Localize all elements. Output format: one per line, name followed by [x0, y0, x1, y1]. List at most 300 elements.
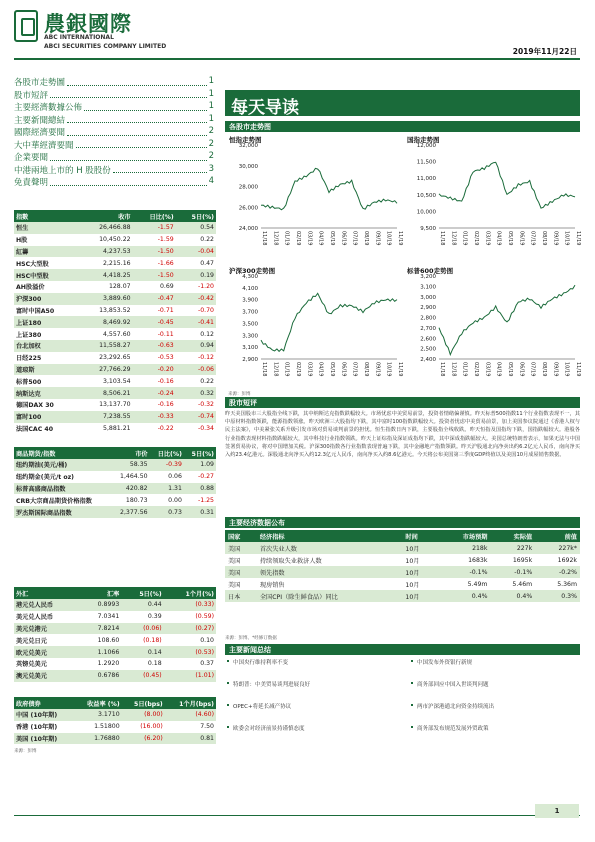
fx-row [14, 658, 216, 670]
table-cell: 0.00 [168, 496, 182, 504]
x-tick-label: 06/19 [340, 362, 347, 377]
x-tick-label: 01/19 [461, 231, 468, 246]
table-cell: (0.18) [143, 636, 162, 644]
toc-leader [50, 89, 207, 99]
column-header: 1个月(%) [164, 587, 216, 599]
y-tick-label: 3,300 [242, 333, 258, 340]
x-tick-label: 10/19 [563, 231, 570, 246]
econ-source-note: 来源：彭博、*经修订数据 [225, 636, 277, 641]
news-item[interactable]: 中国央行维持利率不变 [233, 660, 289, 666]
row-label: 富时100 [14, 411, 78, 423]
commodity-row [14, 483, 216, 495]
table-cell: 13,137.70 [99, 401, 131, 409]
x-tick-label: 11/18 [261, 231, 267, 246]
table-cell: -1.66 [157, 259, 174, 267]
table-cell: (0.27) [164, 623, 216, 635]
fx-row [14, 670, 216, 682]
row-label: 上证180 [14, 316, 78, 328]
x-tick-label: 03/19 [306, 231, 313, 246]
column-header: 1个月(bps) [165, 697, 216, 709]
table-cell: -0.12 [197, 354, 214, 362]
table-cell: 现房销售 [259, 581, 285, 589]
table-cell: (0.53) [164, 646, 216, 658]
index-table [14, 210, 216, 434]
index-row [14, 328, 216, 340]
logo-company-name: ABCI SECURITIES COMPANY LIMITED [44, 43, 167, 50]
table-cell: 0.06 [168, 473, 182, 481]
x-tick-label: 12/18 [272, 362, 279, 377]
toc-title: 主要新聞總結 [14, 115, 66, 126]
table-cell: -1.50 [133, 269, 176, 281]
toc-page: 1 [208, 101, 214, 111]
row-label: 法国CAC 40 [16, 425, 54, 433]
y-tick-label: 2,900 [420, 305, 436, 312]
column-header: 市价 [111, 447, 149, 459]
x-tick-label: 09/19 [374, 362, 381, 377]
table-cell: 0.54 [176, 222, 216, 234]
table-cell: -1.20 [197, 283, 214, 291]
table-cell: -0.24 [133, 387, 176, 399]
table-cell: 0.88 [184, 483, 216, 495]
x-tick-label: 09/19 [374, 231, 381, 246]
x-tick-label: 11/18 [439, 362, 445, 377]
x-tick-label: 12/18 [450, 231, 457, 246]
fx-row [14, 599, 216, 611]
table-cell: 10月 [405, 581, 420, 589]
econ-row [225, 554, 580, 566]
table-cell: -0.27 [197, 473, 214, 481]
y-tick-label: 4,100 [242, 285, 258, 292]
table-cell: -0.04 [176, 246, 216, 258]
index-row [14, 269, 216, 281]
table-cell: -1.50 [133, 246, 176, 258]
y-tick-label: 4,300 [242, 274, 258, 280]
index-row [14, 316, 216, 328]
index-row [14, 234, 216, 246]
table-cell: 全国CPI（除生鲜食品）同比 [257, 590, 403, 602]
table-cell: 日本 [225, 590, 257, 602]
table-cell: 0.8993 [80, 599, 121, 611]
table-cell: 420.82 [111, 483, 149, 495]
bond-row [14, 733, 216, 745]
index-row [14, 423, 216, 435]
row-label: 恒生 [14, 222, 78, 234]
table-cell: 10月 [402, 542, 437, 554]
x-tick-label: 03/19 [484, 231, 491, 246]
x-tick-label: 11/18 [261, 362, 267, 377]
table-cell: 2,377.56 [111, 506, 149, 518]
row-label: 紅籌 [14, 246, 78, 258]
table-cell: -0.16 [157, 377, 174, 385]
column-header: 5日(%) [121, 587, 163, 599]
table-cell: 1,464.50 [120, 473, 148, 481]
table-cell: (4.60) [165, 709, 216, 721]
x-tick-label: 10/19 [385, 362, 392, 377]
table-of-contents [14, 76, 214, 189]
column-header: 5日(%) [176, 210, 216, 222]
y-tick-label: 11,000 [416, 176, 436, 183]
index-row [14, 293, 216, 305]
toc-leader [67, 126, 207, 136]
table-cell: -0.34 [197, 424, 214, 432]
x-tick-label: 11/19 [575, 362, 581, 377]
commodity-row [14, 459, 216, 471]
table-cell: 7.50 [200, 723, 214, 731]
footer-divider [14, 815, 580, 816]
row-label: 美元兑港元 [14, 623, 80, 635]
x-tick-label: 08/19 [363, 231, 369, 246]
toc-item[interactable] [14, 89, 214, 102]
table-header-row [14, 587, 216, 599]
table-cell: 1.51800 [94, 723, 120, 731]
x-tick-label: 11/19 [397, 231, 403, 246]
row-label: 欧元兑美元 [14, 646, 80, 658]
econ-row [225, 590, 580, 602]
x-tick-label: 07/19 [351, 231, 358, 246]
index-row [14, 222, 216, 234]
x-tick-label: 08/19 [363, 362, 369, 377]
column-header: 商品期货/指数 [14, 447, 111, 459]
row-label: 罗杰斯国际商品指数 [14, 506, 111, 518]
table-cell: 1.1066 [80, 646, 121, 658]
toc-item[interactable] [14, 164, 214, 177]
row-label: 英镑兑美元 [16, 661, 47, 669]
table-cell: -0.33 [133, 411, 176, 423]
table-cell: -1.25 [197, 496, 214, 504]
table-cell: -0.70 [197, 306, 214, 314]
index-row [14, 399, 216, 411]
y-tick-label: 2,500 [420, 346, 436, 353]
table-cell: (0.33) [164, 599, 216, 611]
x-tick-label: 05/19 [329, 362, 335, 377]
y-tick-label: 30,000 [238, 163, 258, 170]
chart-title: 国指走势图 [407, 136, 440, 144]
index-row [14, 375, 216, 387]
table-cell: -0.16 [157, 401, 174, 409]
news-item[interactable]: 两市沪深港通北向资金持续流出 [417, 704, 495, 710]
index-row [14, 352, 216, 364]
table-cell: 0.47 [200, 259, 214, 267]
row-label: H股 [16, 237, 28, 245]
charts-section-header: 各股市走势图 [225, 121, 580, 132]
column-header: 收市 [78, 210, 132, 222]
table-cell: 0.4% [490, 590, 535, 602]
table-cell: -0.74 [176, 411, 216, 423]
table-cell: 10月 [402, 566, 437, 578]
row-label: 富时中国A50 [16, 307, 55, 315]
row-label: 港元兑人民币 [14, 599, 80, 611]
table-cell: 58.35 [111, 459, 149, 471]
news-item[interactable]: 特朗普：中美贸易谈判进展良好 [233, 682, 311, 688]
toc-leader [67, 114, 207, 124]
x-tick-label: 01/19 [283, 231, 290, 246]
index-row [14, 246, 216, 258]
toc-leader [76, 139, 207, 149]
table-cell: 0.31 [184, 506, 216, 518]
toc-page: 2 [208, 126, 214, 136]
index-row [14, 257, 216, 269]
row-label: 标普高盛商品指数 [14, 483, 111, 495]
table-cell: (6.20) [122, 733, 165, 745]
table-cell: 首次失业人数 [257, 542, 403, 554]
column-header: 前值 [535, 530, 580, 542]
column-header: 市场预期 [437, 530, 490, 542]
row-label: 道琼斯 [14, 364, 78, 376]
series-line [261, 293, 397, 351]
x-tick-label: 11/19 [575, 231, 581, 246]
table-cell: -0.32 [197, 401, 214, 409]
table-cell: 11,558.27 [78, 340, 132, 352]
table-cell: -0.20 [133, 364, 176, 376]
toc-title: 免責聲明 [14, 178, 49, 188]
chart-title: 恒指走势图 [229, 136, 262, 144]
table-cell: 0.14 [121, 646, 163, 658]
toc-title: 大中華經濟要聞 [14, 140, 74, 151]
econ-section-header: 主要经济数据公布 [225, 517, 580, 528]
y-tick-label: 11,500 [416, 159, 436, 166]
bond-row [14, 709, 216, 721]
row-label: CRB大宗商品期货价格指数 [16, 497, 92, 505]
row-label: HSC中型股 [14, 269, 78, 281]
table-cell: 0.32 [176, 387, 216, 399]
table-cell: 5,881.21 [103, 424, 131, 432]
table-cell: 2,215.16 [103, 259, 131, 267]
toc-item[interactable] [14, 114, 214, 127]
series-line [439, 285, 575, 355]
table-cell: -0.42 [176, 293, 216, 305]
toc-item[interactable] [14, 76, 214, 89]
toc-item[interactable] [14, 101, 214, 114]
x-tick-label: 05/19 [329, 231, 335, 246]
x-tick-label: 03/19 [306, 362, 313, 377]
x-tick-label: 11/19 [397, 362, 403, 377]
table-cell: 美国 [228, 581, 241, 589]
table-cell: -0.1% [490, 566, 535, 578]
toc-page: 2 [208, 138, 214, 149]
commentary-section-header: 股市短评 [225, 397, 580, 408]
table-cell: 0.18 [147, 660, 162, 668]
table-cell: -0.06 [176, 364, 216, 376]
table-cell: 美国 [228, 557, 241, 565]
index-charts [225, 133, 580, 395]
table-cell: 108.60 [97, 636, 120, 644]
y-tick-label: 3,000 [420, 294, 436, 301]
news-item[interactable]: 欧委会对经济前景持谨慎态度 [233, 726, 305, 732]
report-date: 2019年11月22日 [512, 47, 577, 56]
row-label: 德国DAX 30 [16, 402, 54, 410]
toc-title: 中港兩地上市的 H 股股份 [14, 165, 111, 176]
index-row [14, 340, 216, 352]
toc-leader [50, 176, 207, 186]
row-label: 标普500 [16, 378, 42, 386]
column-header: 经济指标 [257, 530, 403, 542]
x-tick-label: 08/19 [541, 231, 547, 246]
y-tick-label: 3,900 [242, 297, 258, 304]
column-header: 汇率 [80, 587, 121, 599]
x-tick-label: 06/19 [340, 231, 347, 246]
table-cell: 1.76880 [74, 733, 122, 745]
page-number: 1 [535, 804, 579, 818]
toc-title: 企業要聞 [14, 153, 49, 163]
series-line [439, 162, 575, 208]
column-header: 5日(%) [184, 447, 216, 459]
table-cell: (0.06) [121, 623, 163, 635]
table-cell: -1.59 [157, 236, 174, 244]
news-item[interactable]: OPEC+将延长减产协议 [233, 704, 292, 710]
table-cell: 1695k [512, 556, 533, 564]
x-tick-label: 03/19 [484, 362, 491, 377]
y-tick-label: 2,400 [420, 357, 436, 363]
table-cell: -0.71 [157, 306, 174, 314]
row-label: 台北加权 [14, 340, 78, 352]
y-tick-label: 3,500 [242, 321, 258, 328]
y-tick-label: 10,000 [416, 209, 436, 216]
table-cell: -0.2% [535, 566, 580, 578]
table-header-row [14, 210, 216, 222]
table-cell: 4,557.60 [103, 330, 131, 338]
x-tick-label: 07/19 [529, 231, 536, 246]
table-cell: 持续领取失业救济人数 [259, 557, 322, 565]
table-header-row [225, 530, 580, 542]
toc-page: 1 [208, 76, 214, 86]
x-tick-label: 02/19 [473, 362, 479, 377]
x-tick-label: 12/18 [272, 231, 279, 246]
row-label: 美元兑人民币 [16, 614, 54, 622]
table-cell: 7,238.55 [78, 411, 132, 423]
toc-item[interactable] [14, 151, 214, 164]
table-cell: 0.4% [437, 590, 490, 602]
series-line [261, 168, 397, 210]
table-cell: 0.94 [176, 340, 216, 352]
column-header: 国家 [225, 530, 257, 542]
table-cell: 5.36m [557, 580, 577, 588]
table-cell: 4,237.53 [78, 246, 132, 258]
fx-row [14, 634, 216, 646]
x-tick-label: 05/19 [507, 231, 513, 246]
table-cell: (0.45) [121, 670, 163, 682]
commodity-table [14, 447, 216, 518]
table-cell: 领先指数 [257, 566, 403, 578]
toc-page: 3 [208, 163, 214, 174]
toc-title: 主要經濟數據公佈 [14, 103, 83, 113]
row-label: 澳元兑美元 [14, 670, 80, 682]
column-header: 政府债券 [14, 697, 74, 709]
table-cell: 7.0341 [97, 613, 120, 621]
column-header: 时间 [402, 530, 437, 542]
table-cell: -0.11 [157, 330, 174, 338]
column-header: 实际值 [490, 530, 535, 542]
index-row [14, 411, 216, 423]
column-header: 日比(%) [150, 447, 184, 459]
table-cell: 3,103.54 [103, 377, 131, 385]
x-tick-label: 02/19 [295, 231, 301, 246]
toc-page: 4 [208, 176, 214, 186]
x-tick-label: 06/19 [518, 362, 525, 377]
table-cell: 0.10 [200, 636, 214, 644]
toc-page: 2 [208, 151, 214, 161]
table-cell: 0.22 [200, 236, 214, 244]
row-label: 中国 (10年期) [14, 709, 74, 721]
table-cell: 美国 [225, 542, 257, 554]
x-tick-label: 07/19 [351, 362, 358, 377]
index-row [14, 281, 216, 293]
y-tick-label: 24,000 [238, 226, 258, 232]
table-cell: 8,506.21 [78, 387, 132, 399]
table-cell: -0.47 [133, 293, 176, 305]
x-tick-label: 08/19 [541, 362, 547, 377]
toc-item[interactable] [14, 176, 214, 189]
toc-leader [50, 151, 207, 161]
x-tick-label: 01/19 [283, 362, 290, 377]
table-cell: 1.2920 [97, 660, 120, 668]
econ-row [225, 566, 580, 578]
bond-table [14, 697, 216, 744]
table-cell: 27,766.29 [78, 364, 132, 376]
x-tick-label: 10/19 [385, 231, 392, 246]
econ-row [225, 578, 580, 590]
table-cell: 0.3% [535, 590, 580, 602]
toc-leader [113, 164, 207, 174]
bond-row [14, 721, 216, 733]
table-cell: 0.6786 [80, 670, 121, 682]
table-cell: 0.37 [200, 660, 214, 668]
x-tick-label: 06/19 [518, 231, 525, 246]
chart-title: 标普600走势图 [407, 267, 454, 275]
table-cell: 美国 [225, 566, 257, 578]
table-cell: (8.00) [122, 709, 165, 721]
news-item[interactable]: 中国发布外资银行新规 [417, 660, 473, 666]
table-cell: -1.57 [133, 222, 176, 234]
y-tick-label: 32,000 [238, 143, 258, 149]
table-cell: 13,853.52 [99, 306, 131, 314]
table-cell: 10月 [405, 557, 420, 565]
table-cell: 227k* [535, 542, 580, 554]
table-cell: 218k [437, 542, 490, 554]
x-tick-label: 09/19 [552, 362, 559, 377]
index-row [14, 364, 216, 376]
toc-item[interactable] [14, 126, 214, 139]
table-cell: 1683k [468, 556, 488, 564]
news-item[interactable]: 商务部回应中国入世谈判问题 [417, 682, 489, 688]
y-tick-label: 3,100 [420, 284, 436, 291]
table-cell: 3,889.60 [78, 293, 132, 305]
row-label: 香港 (10年期) [16, 724, 58, 732]
column-header: 收益率 (%) [74, 697, 122, 709]
table-cell: -0.63 [133, 340, 176, 352]
fx-row [14, 646, 216, 658]
row-label: HSC大型股 [16, 260, 49, 268]
toc-item[interactable] [14, 139, 214, 152]
index-row [14, 387, 216, 399]
news-item[interactable]: 商务部发布规范发展外贸政策 [417, 726, 489, 732]
logo-english-name: ABC INTERNATIONAL [44, 34, 114, 41]
table-cell: -0.22 [157, 424, 174, 432]
column-header: 外汇 [14, 587, 80, 599]
x-tick-label: 05/19 [507, 362, 513, 377]
table-header-row [14, 447, 216, 459]
table-cell: -0.53 [157, 354, 174, 362]
row-label: 日经225 [16, 355, 42, 363]
y-tick-label: 10,500 [416, 192, 436, 199]
daily-guide-banner: 每天导读 [225, 90, 580, 116]
abc-logo-icon [14, 10, 38, 42]
commodity-row [14, 494, 216, 506]
econ-row [225, 542, 580, 554]
y-tick-label: 3,200 [420, 274, 436, 280]
logo-chinese-name: 農銀國際 [44, 11, 132, 36]
toc-page: 1 [208, 113, 214, 124]
y-tick-label: 9,500 [420, 226, 436, 232]
